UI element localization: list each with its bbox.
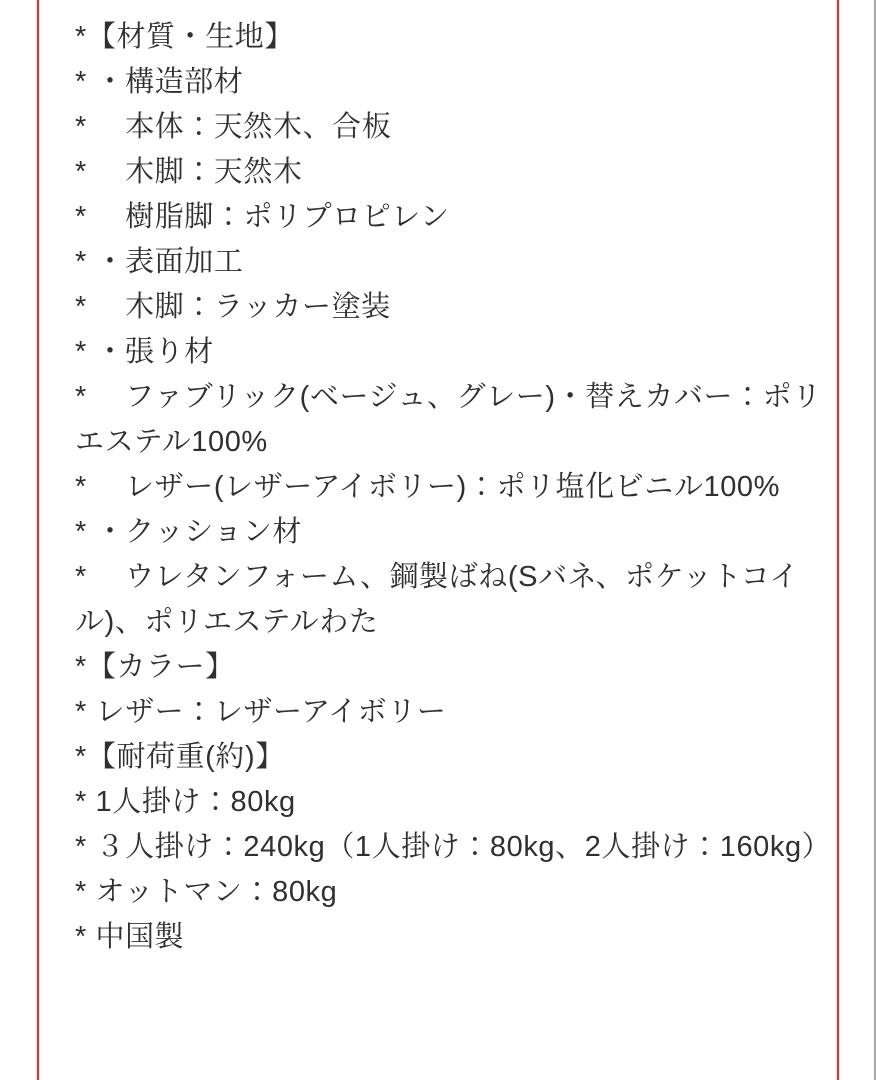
spec-line-load-ottoman: * オットマン：80kg	[75, 876, 338, 908]
spec-text-block	[75, 15, 832, 960]
spec-line-material-header: *【材質・生地】	[75, 21, 294, 53]
spec-line-load-header: *【耐荷重(約)】	[75, 741, 285, 773]
right-border-line	[837, 0, 839, 1080]
spec-line-resin-leg-material: * 樹脂脚：ポリプロピレン	[75, 201, 450, 233]
spec-line-wood-leg-finish: * 木脚：ラッカー塗装	[75, 291, 391, 323]
spec-line-upholstery-header: * ・張り材	[75, 336, 214, 368]
spec-line-color-header: *【カラー】	[75, 651, 235, 683]
spec-line-fabric-material: * ファブリック(ベージュ、グレー)・替えカバー：ポリエステル100%	[75, 381, 822, 458]
spec-line-cushion-material: * ウレタンフォーム、鋼製ばね(Sバネ、ポケットコイル)、ポリエステルわた	[75, 561, 800, 638]
spec-line-leather-material: * レザー(レザーアイボリー)：ポリ塩化ビニル100%	[75, 471, 781, 503]
spec-line-country-of-origin: * 中国製	[75, 921, 185, 953]
spec-line-color-value: * レザー：レザーアイボリー	[75, 696, 447, 728]
spec-line-structure-header: * ・構造部材	[75, 66, 244, 98]
spec-line-cushion-header: * ・クッション材	[75, 516, 302, 548]
spec-line-body-material: * 本体：天然木、合板	[75, 111, 392, 143]
spec-line-surface-header: * ・表面加工	[75, 246, 244, 278]
spec-line-wood-leg-material: * 木脚：天然木	[75, 156, 303, 188]
spec-line-load-1seater: * 1人掛け：80kg	[75, 786, 296, 818]
spec-line-load-3seater: * ３人掛け：240kg（1人掛け：80kg、2人掛け：160kg）	[75, 831, 832, 863]
left-border-line	[37, 0, 39, 1080]
